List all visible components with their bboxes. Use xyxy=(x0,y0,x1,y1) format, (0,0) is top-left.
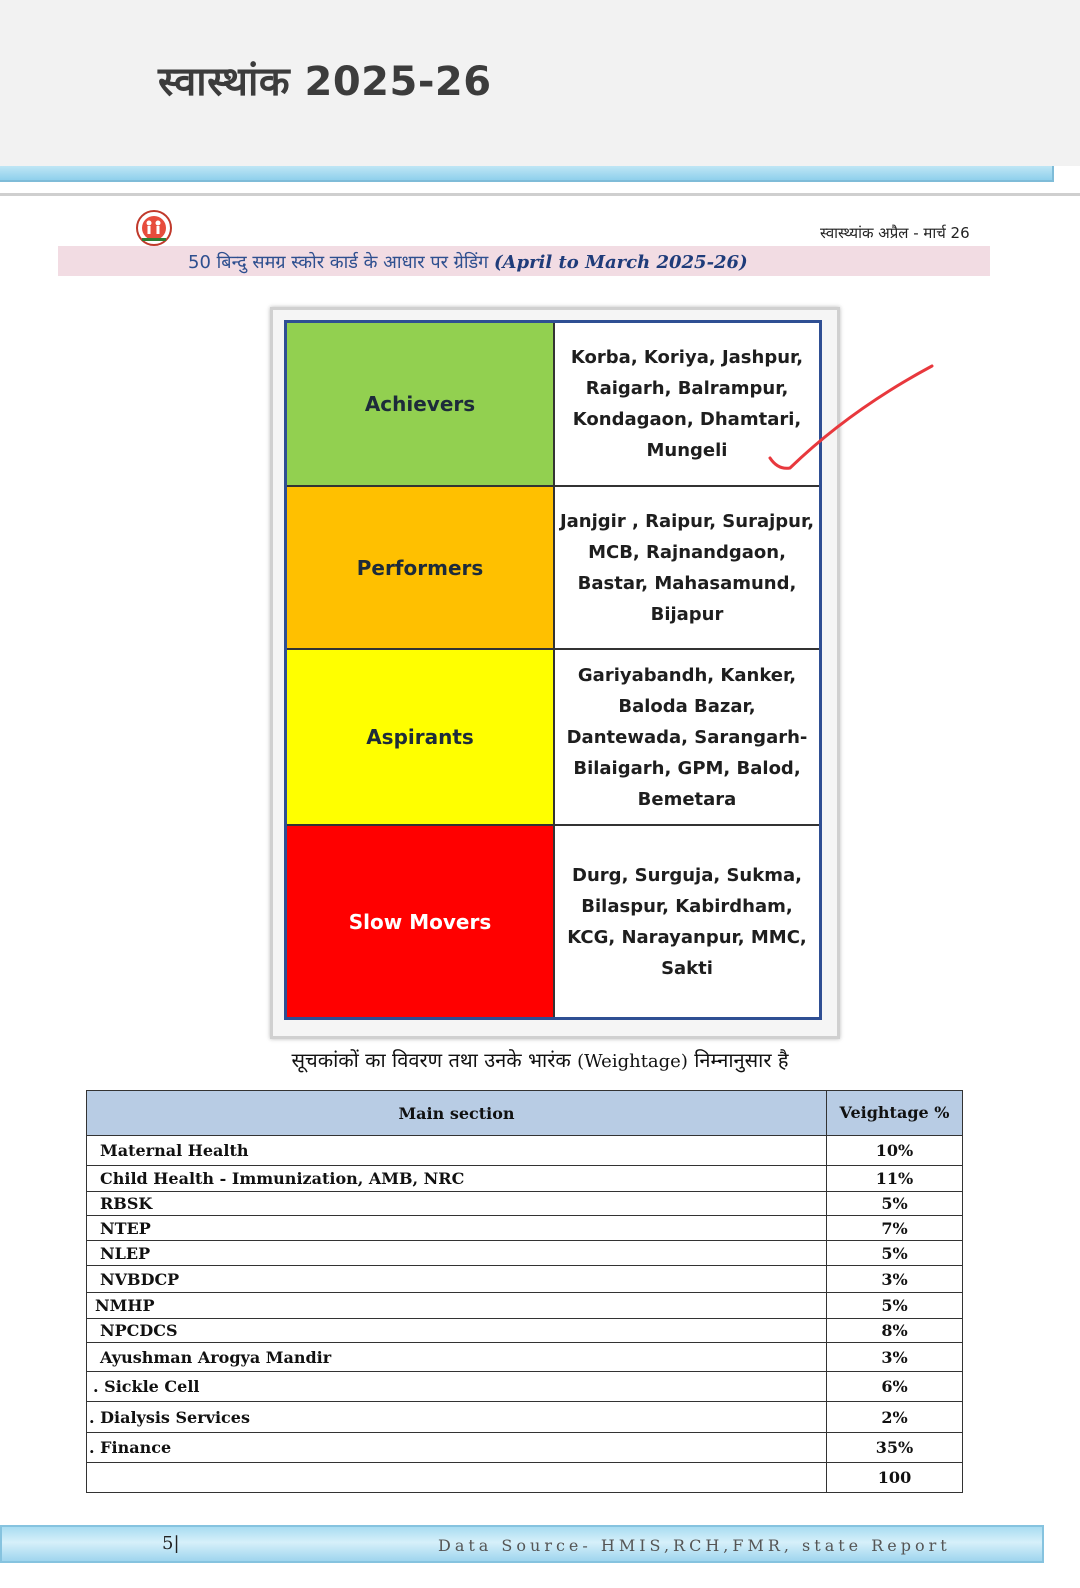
column-header-weightage: Veightage % xyxy=(827,1091,963,1136)
table-row xyxy=(87,1192,963,1216)
column-header-section: Main section xyxy=(87,1091,827,1136)
weight-cell: 11% xyxy=(827,1166,963,1192)
table-row xyxy=(87,1372,963,1402)
section-cell: Maternal Health xyxy=(87,1136,827,1166)
nhm-logo-icon xyxy=(131,210,177,246)
section-cell: . Sickle Cell xyxy=(87,1372,827,1402)
weight-cell: 6% xyxy=(827,1372,963,1402)
table-row xyxy=(87,1293,963,1319)
grading-title-hindi: 50 बिन्दु समग्र स्कोर कार्ड के आधार पर ग्रेडिंग xyxy=(188,252,489,273)
section-cell: NLEP xyxy=(87,1241,827,1266)
table-row xyxy=(87,1136,963,1166)
weightage-subheading xyxy=(0,1046,1080,1073)
weight-cell: 2% xyxy=(827,1402,963,1433)
weight-cell: 5% xyxy=(827,1241,963,1266)
grade-districts: Korba, Koriya, Jashpur, Raigarh, Balrampur, Kondagaon, Dhamtari, Mungeli xyxy=(570,347,804,461)
table-row xyxy=(87,1402,963,1433)
grading-title-bar xyxy=(58,246,990,276)
grading-title-english: (April to March 2025-26) xyxy=(494,252,748,273)
section-cell xyxy=(87,1463,827,1493)
weight-cell: 35% xyxy=(827,1433,963,1463)
table-row xyxy=(87,1241,963,1266)
section-cell: NTEP xyxy=(87,1216,827,1241)
grade-districts: Gariyabandh, Kanker, Baloda Bazar, Dantewada, Sarangarh-Bilaigarh, GPM, Balod, Bemetara xyxy=(566,664,808,810)
section-cell: NMHP xyxy=(87,1293,827,1319)
page-top-strip xyxy=(0,166,1054,182)
section-cell: . Dialysis Services xyxy=(87,1402,827,1433)
weight-cell: 3% xyxy=(827,1343,963,1372)
grading-table xyxy=(284,320,822,1020)
page-separator xyxy=(0,193,1080,196)
grade-category: Performers xyxy=(287,487,555,648)
page-header-text: स्वास्थ्यांक अप्रैल - मार्च 26 xyxy=(820,224,970,242)
document-title: स्वास्थांक 2025-26 xyxy=(158,59,492,105)
table-row xyxy=(87,1433,963,1463)
subheading-hindi-end: निम्नानुसार है xyxy=(694,1048,789,1072)
section-cell: RBSK xyxy=(87,1192,827,1216)
subheading-hindi: सूचकांकों का विवरण तथा उनके भारंक xyxy=(291,1048,571,1072)
weight-cell: 8% xyxy=(827,1319,963,1343)
section-cell: Child Health - Immunization, AMB, NRC xyxy=(87,1166,827,1192)
weight-cell: 7% xyxy=(827,1216,963,1241)
weight-cell: 5% xyxy=(827,1192,963,1216)
grade-category: Slow Movers xyxy=(287,826,555,1017)
grade-districts: Durg, Surguja, Sukma, Bilaspur, Kabirdham, KCG, Narayanpur, MMC, Sakti xyxy=(567,864,807,979)
weight-cell: 5% xyxy=(827,1293,963,1319)
subheading-english: (Weightage) xyxy=(577,1051,688,1072)
section-cell: Ayushman Arogya Mandir xyxy=(87,1343,827,1372)
grade-row-achievers xyxy=(287,323,819,485)
grade-row-performers xyxy=(287,487,819,648)
section-cell: NVBDCP xyxy=(87,1266,827,1293)
data-source: Data Source- HMIS,RCH,FMR, state Report xyxy=(438,1536,951,1555)
table-row xyxy=(87,1343,963,1372)
viewer-header xyxy=(0,0,1080,166)
grading-title xyxy=(188,250,748,274)
table-header-row xyxy=(87,1091,963,1136)
page-number: 5| xyxy=(162,1533,180,1554)
table-row xyxy=(87,1266,963,1293)
weightage-table xyxy=(86,1090,963,1493)
weight-cell: 3% xyxy=(827,1266,963,1293)
red-checkmark-icon xyxy=(760,360,940,480)
table-row xyxy=(87,1166,963,1192)
section-cell: . Finance xyxy=(87,1433,827,1463)
grade-category: Achievers xyxy=(287,323,555,485)
table-row xyxy=(87,1216,963,1241)
section-cell: NPCDCS xyxy=(87,1319,827,1343)
weight-cell: 10% xyxy=(827,1136,963,1166)
page-footer xyxy=(0,1525,1044,1563)
table-row xyxy=(87,1319,963,1343)
grade-districts: Janjgir , Raipur, Surajpur, MCB, Rajnandgaon, Bastar, Mahasamund, Bijapur xyxy=(559,510,815,625)
table-total-row xyxy=(87,1463,963,1493)
total-weight-cell: 100 xyxy=(827,1463,963,1493)
grade-row-slow-movers xyxy=(287,826,819,1017)
grade-row-aspirants xyxy=(287,650,819,824)
grade-category: Aspirants xyxy=(287,650,555,824)
